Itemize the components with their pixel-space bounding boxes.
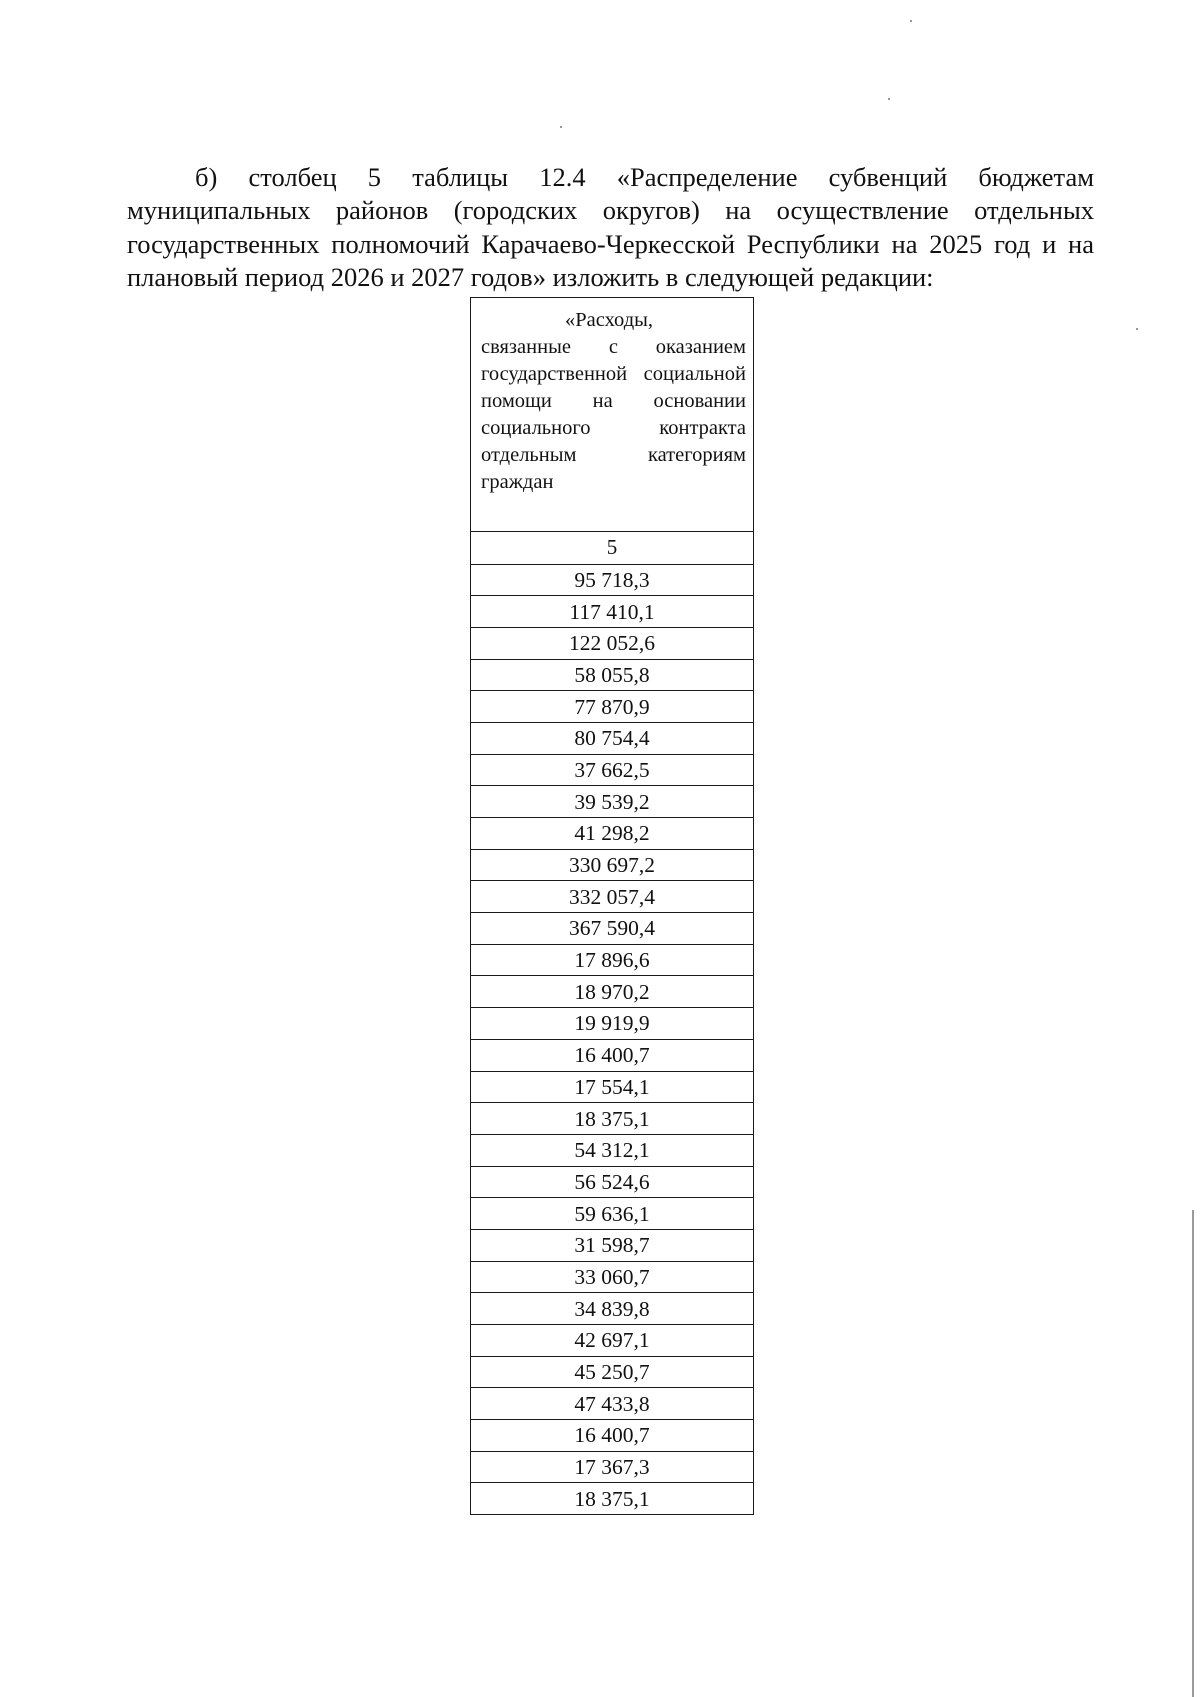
- table-value-cell: 59 636,1: [471, 1198, 754, 1230]
- table-value-cell: 37 662,5: [471, 754, 754, 786]
- table-value-cell: 16 400,7: [471, 1420, 754, 1452]
- table-row: [471, 786, 754, 818]
- table-value-cell: 33 060,7: [471, 1261, 754, 1293]
- table-header-row: [471, 298, 754, 532]
- table-row: [471, 849, 754, 881]
- table-row: [471, 1325, 754, 1357]
- scan-speck: [888, 98, 890, 100]
- column-number-row: [471, 532, 754, 565]
- table-row: [471, 1071, 754, 1103]
- table-value-cell: 77 870,9: [471, 691, 754, 723]
- table-value-cell: 332 057,4: [471, 881, 754, 913]
- table-row: [471, 944, 754, 976]
- table-row: [471, 1229, 754, 1261]
- table-value-cell: 117 410,1: [471, 596, 754, 628]
- table-row: [471, 1261, 754, 1293]
- table-value-cell: 58 055,8: [471, 659, 754, 691]
- table-row: [471, 1039, 754, 1071]
- table-value-cell: 47 433,8: [471, 1388, 754, 1420]
- table-value-cell: 19 919,9: [471, 1008, 754, 1040]
- table-row: [471, 1356, 754, 1388]
- column-header-cell: [471, 298, 754, 532]
- table-value-cell: 18 970,2: [471, 976, 754, 1008]
- scan-speck: [910, 20, 912, 22]
- subvention-column-table: [470, 297, 754, 1515]
- table-row: [471, 976, 754, 1008]
- body-paragraph: б) столбец 5 таблицы 12.4 «Распределение субвенций бюджетам муниципальных районов (городских округов) на осуществление отдельных государственных полномочий Карачаево-Черкесской Республики на 2025 год и на плановый период 2026 и 2027 годов» изложить в следующей редакции:: [127, 161, 1094, 292]
- table-row: [471, 1293, 754, 1325]
- table-value-cell: 39 539,2: [471, 786, 754, 818]
- table-value-cell: 17 554,1: [471, 1071, 754, 1103]
- table-value-cell: 17 367,3: [471, 1451, 754, 1483]
- table-value-cell: 80 754,4: [471, 722, 754, 754]
- table-row: [471, 722, 754, 754]
- table-row: [471, 1103, 754, 1135]
- table-value-cell: 41 298,2: [471, 818, 754, 850]
- table-value-cell: 17 896,6: [471, 944, 754, 976]
- table-value-cell: 45 250,7: [471, 1356, 754, 1388]
- table-value-cell: 34 839,8: [471, 1293, 754, 1325]
- column-header-text: связанные с оказанием государственной социальной помощи на основании социального контракта отдельным категориям граждан: [481, 336, 746, 493]
- table-value-cell: 330 697,2: [471, 849, 754, 881]
- scan-speck: [1136, 328, 1138, 330]
- table-row: [471, 818, 754, 850]
- table-row: [471, 1008, 754, 1040]
- table-value-cell: 18 375,1: [471, 1483, 754, 1515]
- table-row: [471, 1451, 754, 1483]
- table-row: [471, 659, 754, 691]
- table-row: [471, 1483, 754, 1515]
- table-row: [471, 913, 754, 945]
- table-value-cell: 31 598,7: [471, 1229, 754, 1261]
- table-value-cell: 54 312,1: [471, 1134, 754, 1166]
- scan-edge-line: [1192, 1210, 1194, 1697]
- table-row: [471, 1388, 754, 1420]
- table-value-cell: 122 052,6: [471, 627, 754, 659]
- column-number-cell: 5: [471, 532, 754, 565]
- table-value-cell: 56 524,6: [471, 1166, 754, 1198]
- table-row: [471, 1134, 754, 1166]
- table-value-cell: 16 400,7: [471, 1039, 754, 1071]
- column-header-first-line: «Расходы,: [565, 309, 654, 331]
- table-value-cell: 95 718,3: [471, 564, 754, 596]
- table-value-cell: 367 590,4: [471, 913, 754, 945]
- table-row: [471, 691, 754, 723]
- table-row: [471, 754, 754, 786]
- table-row: [471, 881, 754, 913]
- table-row: [471, 596, 754, 628]
- table-row: [471, 1198, 754, 1230]
- table-value-cell: 18 375,1: [471, 1103, 754, 1135]
- table-value-cell: 42 697,1: [471, 1325, 754, 1357]
- table-row: [471, 1166, 754, 1198]
- table-row: [471, 627, 754, 659]
- table-row: [471, 1420, 754, 1452]
- table-row: [471, 564, 754, 596]
- scan-speck: [560, 126, 562, 128]
